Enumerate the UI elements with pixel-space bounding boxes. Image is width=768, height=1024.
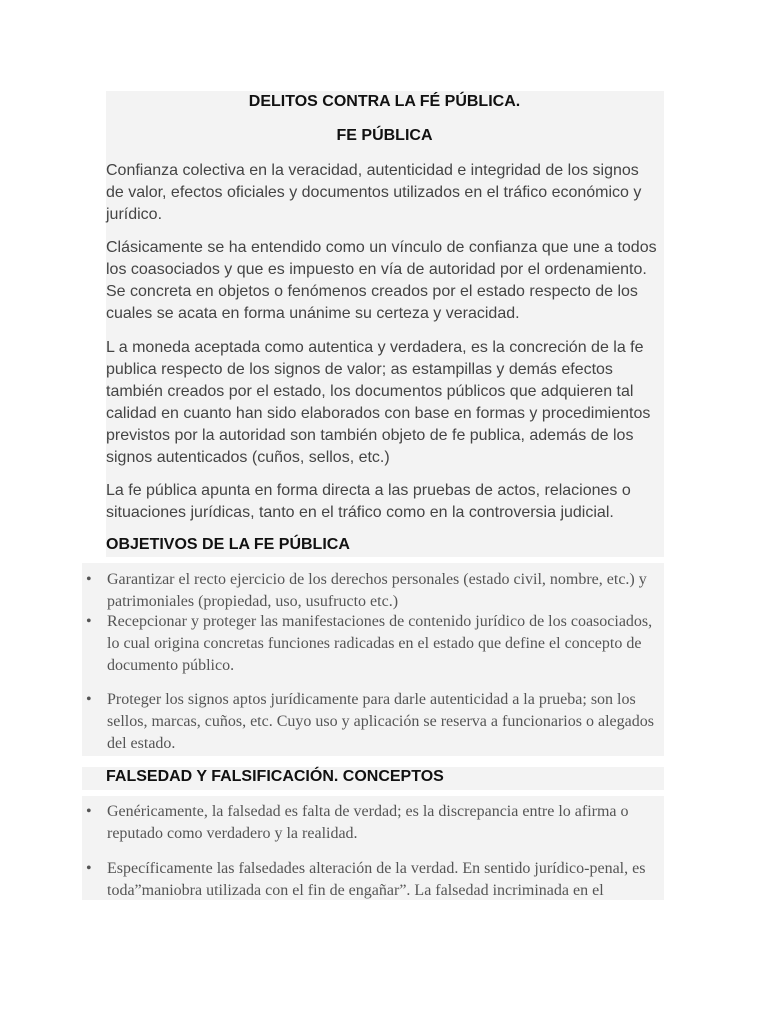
list-item: • Garantizar el recto ejercicio de los derechos personales (estado civil, nombre, etc.) y patrimoniales (propiedad, uso, usufructo etc.)	[86, 571, 647, 610]
bullet-icon: •	[86, 860, 92, 877]
list-item: • Específicamente las falsedades alteración de la verdad. En sentido jurídico-penal, es toda”maniobra utilizada con el fin de engañar”. La falsedad incriminada en el	[86, 860, 646, 899]
paragraph: L a moneda aceptada como autentica y verdadera, es la concreción de la fe publica respecto de los signos de valor; as estampillas y demás efectos también creados por el estado, los documentos públicos que adquieren tal calidad en cuanto han sido elaborados con base en formas y procedimientos previstos por la autoridad son también objeto de fe publica, además de los signos autenticados (cuños, sellos, etc.)	[106, 339, 651, 466]
bullet-icon: •	[86, 613, 92, 630]
paragraph: Clásicamente se ha entendido como un vínculo de confianza que une a todos los coasociados y que es impuesto en vía de autoridad por el ordenamiento. Se concreta en objetos o fenómenos creados por el estado respecto de los cuales se acata en forma unánime su certeza y veracidad.	[106, 239, 657, 322]
document-subtitle: FE PÚBLICA	[336, 127, 433, 144]
bullet-icon: •	[86, 803, 92, 820]
concepts-heading: FALSEDAD Y FALSIFICACIÓN. CONCEPTOS	[106, 768, 444, 785]
list-item: • Proteger los signos aptos jurídicamente para darle autenticidad a la prueba; son los sellos, marcas, cuños, etc. Cuyo uso y aplicación se reserva a funcionarios o alegados del estado.	[86, 691, 654, 752]
objectives-heading: OBJETIVOS DE LA FE PÚBLICA	[106, 536, 350, 553]
bullet-icon: •	[86, 571, 92, 588]
list-item: • Genéricamente, la falsedad es falta de verdad; es la discrepancia entre lo afirma o reputado como verdadero y la realidad.	[86, 803, 629, 842]
paragraph: La fe pública apunta en forma directa a las pruebas de actos, relaciones o situaciones jurídicas, tanto en el tráfico como en la controversia judicial.	[106, 482, 631, 521]
list-item: • Recepcionar y proteger las manifestaciones de contenido jurídico de los coasociados, lo cual origina concretas funciones radicadas en el estado que define el concepto de documento público.	[86, 613, 653, 674]
document-title: DELITOS CONTRA LA FÉ PÚBLICA.	[248, 93, 521, 110]
paragraph: Confianza colectiva en la veracidad, autenticidad e integridad de los signos de valor, efectos oficiales y documentos utilizados en el tráfico económico y jurídico.	[106, 162, 642, 223]
bullet-icon: •	[86, 691, 92, 708]
